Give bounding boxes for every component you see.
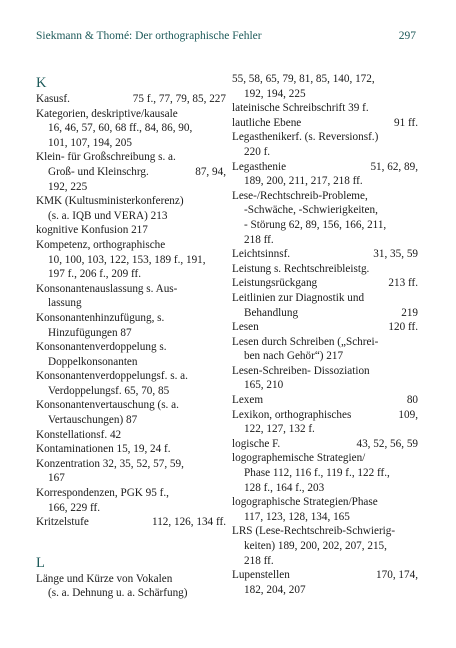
page-references: 87, 94, <box>195 165 226 178</box>
section-letter: K <box>36 75 47 91</box>
page-references: 43, 52, 56, 59 <box>356 437 418 450</box>
index-entry <box>36 486 226 515</box>
index-continuation-line <box>36 165 226 180</box>
index-column-right <box>232 72 418 597</box>
index-term-line <box>232 101 418 116</box>
index-text: Lexikon, orthographisches <box>232 408 352 421</box>
index-text: lautliche Ebene <box>232 116 302 129</box>
index-term-line <box>36 238 226 253</box>
page-references: 51, 62, 89, <box>370 160 418 173</box>
index-text: Konsonantenhinzufügung, s. <box>36 311 165 324</box>
index-text: Konsonantenauslassung s. Aus- <box>36 282 178 295</box>
index-text: Klein- für Großschreibung s. a. <box>36 151 176 164</box>
index-entry <box>232 451 418 495</box>
index-text: LRS (Lese-Rechtschreib-Schwierig- <box>232 525 396 538</box>
index-entry <box>232 116 418 131</box>
page-number: 297 <box>398 30 416 42</box>
index-text: Doppelkonsonanten <box>48 355 138 368</box>
index-text: -Schwäche, -Schwierigkeiten, <box>244 204 378 217</box>
index-text: Kategorien, deskriptive/kausale <box>36 107 178 120</box>
index-term-line <box>232 364 418 379</box>
index-entry <box>232 364 418 393</box>
index-term-line <box>232 408 418 423</box>
index-entry <box>36 150 226 194</box>
index-entry <box>36 369 226 398</box>
index-continuation-line <box>36 121 226 136</box>
index-text: 197 f., 206 f., 209 ff. <box>48 268 142 281</box>
index-continuation-line <box>232 145 418 160</box>
index-entry <box>36 282 226 311</box>
index-text: Leistungsrückgang <box>232 277 318 290</box>
index-continuation-line <box>36 355 226 370</box>
index-term-line <box>232 524 418 539</box>
index-entry <box>232 524 418 568</box>
index-continuation-line <box>232 218 418 233</box>
index-entry <box>36 92 226 107</box>
index-text: 192, 225 <box>48 180 88 193</box>
index-entry <box>36 238 226 282</box>
index-text: Kasusf. <box>36 93 70 105</box>
index-entry <box>232 568 418 597</box>
page-references: 120 ff. <box>388 321 418 334</box>
index-text: Länge und Kürze von Vokalen <box>36 572 173 585</box>
index-text: Kompetenz, orthographische <box>36 238 166 251</box>
index-term-line <box>232 130 418 145</box>
index-text: Lexem <box>232 394 264 407</box>
page-references: 109, <box>398 408 418 421</box>
index-entry <box>36 311 226 340</box>
index-text: 218 ff. <box>244 233 274 246</box>
index-text: (s. a. Dehnung u. a. Schärfung) <box>48 587 188 600</box>
index-continuation-line <box>232 466 418 481</box>
index-text: 167 <box>48 472 65 485</box>
index-text: 220 f. <box>244 145 271 158</box>
index-text: KMK (Kultusministerkonferenz) <box>36 195 184 208</box>
index-entry <box>232 101 418 116</box>
index-text: 117, 123, 128, 134, 165 <box>244 510 350 523</box>
index-text: 182, 204, 207 <box>244 583 306 596</box>
index-text: Leitlinien zur Diagnostik und <box>232 291 365 304</box>
index-entry <box>36 194 226 223</box>
index-continuation-line <box>36 209 226 224</box>
index-entry <box>232 247 418 262</box>
index-text: logographemische Strategien/ <box>232 452 366 465</box>
index-text: Lesen-Schreiben- Dissoziation <box>232 364 370 377</box>
index-text: Kontaminationen 15, 19, 24 f. <box>36 443 171 456</box>
index-text: 10, 100, 103, 122, 153, 189 f., 191, <box>48 253 206 266</box>
index-text: Konsonantenvertauschung (s. a. <box>36 399 179 412</box>
index-continuation-line <box>36 180 226 195</box>
index-text: 55, 58, 65, 79, 81, 85, 140, 172, <box>232 73 375 85</box>
index-text: ben nach Gehör“) 217 <box>244 350 344 363</box>
index-term-line <box>232 568 418 583</box>
index-text: 189, 200, 211, 217, 218 ff. <box>244 175 363 188</box>
index-entry <box>36 442 226 457</box>
index-term-line <box>36 369 226 384</box>
index-text: Konstellationsf. 42 <box>36 428 122 441</box>
index-text: 101, 107, 194, 205 <box>48 136 132 149</box>
index-continuation-line <box>232 554 418 569</box>
index-text: - Störung 62, 89, 156, 166, 211, <box>244 218 387 231</box>
index-continuation-line <box>232 481 418 496</box>
section-gap <box>36 530 226 552</box>
index-term-line <box>232 247 418 262</box>
index-text: (s. a. IQB und VERA) 213 <box>48 209 168 222</box>
index-text: keiten) 189, 200, 202, 207, 215, <box>244 540 387 552</box>
index-text: lateinische Schreibschrift 39 f. <box>232 102 369 115</box>
index-term-line <box>232 262 418 277</box>
index-term-line <box>36 572 226 587</box>
index-continuation-line <box>36 471 226 486</box>
index-text: 16, 46, 57, 60, 68 ff., 84, 86, 90, <box>48 122 193 135</box>
running-header <box>36 30 416 46</box>
index-term-line <box>232 189 418 204</box>
index-term-line <box>36 340 226 355</box>
page-references: 31, 35, 59 <box>373 248 418 261</box>
index-text: Vertauschungen) 87 <box>48 414 138 427</box>
index-text: Konzentration 32, 35, 52, 57, 59, <box>36 457 184 470</box>
section-letter: L <box>36 554 45 571</box>
index-term-line <box>232 335 418 350</box>
page-references: 75 f., 77, 79, 85, 227 <box>132 93 226 105</box>
index-continuation-line <box>232 539 418 554</box>
index-continuation-line <box>36 586 226 601</box>
index-text: Kritzelstufe <box>36 516 89 529</box>
index-continuation-line <box>232 203 418 218</box>
index-text: 218 ff. <box>244 554 274 567</box>
index-term-line <box>36 428 226 443</box>
index-text: Konsonantenverdoppelungsf. s. a. <box>36 370 188 383</box>
index-continuation-line <box>232 306 418 321</box>
page-references: 170, 174, <box>376 569 418 582</box>
index-text: 165, 210 <box>244 379 284 392</box>
index-term-line <box>232 393 418 408</box>
index-text: 122, 127, 132 f. <box>244 423 315 436</box>
index-term-line <box>36 442 226 457</box>
index-term-line <box>232 116 418 131</box>
index-text: Verdoppelungsf. 65, 70, 85 <box>48 384 170 397</box>
page-references: 80 <box>406 394 418 407</box>
index-entry <box>232 276 418 291</box>
index-text: 128 f., 164 f., 203 <box>244 481 325 494</box>
index-continuation-line <box>36 267 226 282</box>
index-term-line <box>36 398 226 413</box>
index-entry <box>36 457 226 486</box>
index-text: Hinzufügungen 87 <box>48 326 132 339</box>
index-continuation-line <box>232 510 418 525</box>
index-term-line <box>232 160 418 175</box>
index-continuation-line <box>232 233 418 248</box>
index-term-line <box>36 150 226 165</box>
header-title: Siekmann & Thomé: Der orthographische Fehler <box>36 30 262 42</box>
index-term-line <box>232 451 418 466</box>
index-entry <box>232 335 418 364</box>
index-entry <box>36 515 226 530</box>
index-continuation-line <box>232 87 418 102</box>
page-references: 91 ff. <box>393 116 418 129</box>
index-text: Leistung s. Rechtschreibleistg. <box>232 262 370 275</box>
index-term-line <box>232 72 418 87</box>
index-term-line <box>232 320 418 335</box>
index-text: Legasthenikerf. (s. Reversionsf.) <box>232 131 379 144</box>
index-continuation-line <box>36 296 226 311</box>
index-text: Leichtsinnsf. <box>232 248 291 261</box>
index-text: 166, 229 ff. <box>48 501 100 514</box>
index-text: kognitive Konfusion 217 <box>36 224 148 237</box>
index-entry <box>232 320 418 335</box>
index-term-line <box>36 107 226 122</box>
index-continuation-line <box>232 174 418 189</box>
index-entry <box>232 408 418 437</box>
index-continuation-line <box>232 378 418 393</box>
index-text: Lese-/Rechtschreib-Probleme, <box>232 189 368 202</box>
index-entry <box>232 72 418 101</box>
index-text: Lesen <box>232 321 259 334</box>
page-references: 213 ff. <box>388 277 418 290</box>
index-entry <box>36 340 226 369</box>
index-term-line <box>232 495 418 510</box>
index-term-line <box>36 282 226 297</box>
index-text: Phase 112, 116 f., 119 f., 122 ff., <box>244 467 390 480</box>
index-continuation-line <box>232 422 418 437</box>
index-entry <box>232 189 418 247</box>
index-text: Groß- und Kleinschrg. <box>48 165 149 178</box>
page-references: 112, 126, 134 ff. <box>152 516 226 529</box>
index-term-line <box>36 311 226 326</box>
index-term-line <box>36 457 226 472</box>
index-text: logographische Strategien/Phase <box>232 496 378 509</box>
index-term-line <box>36 515 226 530</box>
index-continuation-line <box>36 136 226 151</box>
index-continuation-line <box>232 583 418 598</box>
index-text: lassung <box>48 297 82 310</box>
index-continuation-line <box>36 413 226 428</box>
index-term-line <box>232 276 418 291</box>
index-entry <box>232 262 418 277</box>
index-continuation-line <box>36 384 226 399</box>
index-term-line <box>36 92 226 107</box>
index-entry <box>36 572 226 601</box>
index-term-line <box>36 223 226 238</box>
index-entry <box>232 393 418 408</box>
index-text: Korrespondenzen, PGK 95 f., <box>36 487 169 500</box>
index-entry <box>232 437 418 452</box>
index-entry <box>232 291 418 320</box>
index-text: Legasthenie <box>232 160 287 173</box>
index-term-line <box>36 486 226 501</box>
index-continuation-line <box>36 253 226 268</box>
index-column-left <box>36 72 226 601</box>
index-entry <box>36 398 226 427</box>
index-entry <box>232 160 418 189</box>
index-text: Lesen durch Schreiben („Schrei- <box>232 335 379 348</box>
index-text: Konsonantenverdoppelung s. <box>36 341 167 354</box>
index-entry <box>36 107 226 151</box>
index-text: Behandlung <box>244 306 299 319</box>
index-entry <box>232 130 418 159</box>
index-continuation-line <box>36 326 226 341</box>
page-references: 219 <box>401 306 418 319</box>
index-term-line <box>232 437 418 452</box>
index-text: Lupenstellen <box>232 569 290 582</box>
index-term-line <box>232 291 418 306</box>
index-entry <box>232 495 418 524</box>
index-continuation-line <box>232 349 418 364</box>
index-entry <box>36 223 226 238</box>
index-text: logische F. <box>232 437 281 450</box>
index-term-line <box>36 194 226 209</box>
index-text: 192, 194, 225 <box>244 87 306 100</box>
index-entry <box>36 428 226 443</box>
index-continuation-line <box>36 501 226 516</box>
